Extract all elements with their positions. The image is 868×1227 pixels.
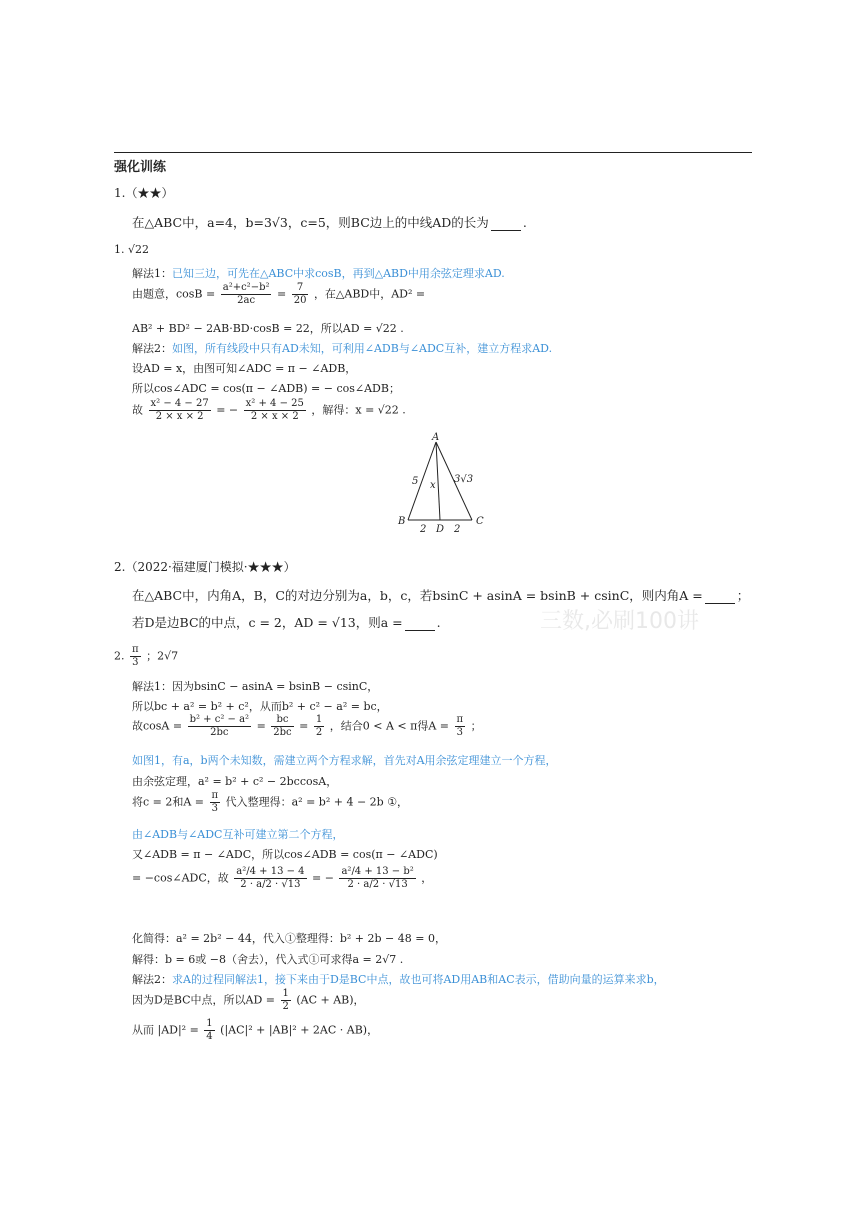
q1-sol1-line1 [132,265,505,281]
q1-sol1-line3: AB² + BD² − 2AB·BD·cosB = 22，所以AD = √22 . [132,322,404,335]
q2-text1-body: 在△ABC中，内角A，B，C的对边分别为a，b，c，若bsinC + asinA = bsinB + csinC，则内角A = [132,588,703,603]
q2-hint2: 由∠ADB与∠ADC互补可建立第二个方程， [132,828,344,841]
q1-sol2-hint: 如图，所有线段中只有AD未知，可利用∠ADB与∠ADC互补，建立方程求AD. [172,342,553,355]
q2-l7-frac1 [234,866,306,891]
q2-sol2-label: 解法2： [132,973,172,986]
frac-num: 1 [282,988,289,999]
label-a: A [432,432,440,443]
frac-den: 2bc [210,727,229,738]
q2-sol2-line1 [132,971,665,987]
q2-l11-frac [204,1018,214,1043]
q2-line2: 所以bc + a² = b² + c²，从而b² + c² − a² = bc， [132,700,388,713]
q2-hint1: 如图1，有a，b两个未知数，需建立两个方程求解，首先对A用余弦定理建立一个方程， [132,754,557,767]
frac-den: 3 [132,657,139,668]
q1-sol2-line2: 设AD = x，由图可知∠ADC = π − ∠ADB， [132,362,357,375]
q2-line5 [132,790,408,815]
frac-num: π [211,790,219,801]
q1-sol1-line2 [132,282,425,307]
label-c: C [476,516,484,527]
q2-text2-body: 若D是边BC的中点，c = 2，AD = √13，则a = [132,615,403,630]
frac-num: π [456,714,464,725]
section-title: 强化训练 [114,160,167,175]
q1-sol1-frac1 [221,282,272,307]
q1-sol1-hint: 已知三边，可先在△ABC中求cosB，再到△ABD中用余弦定理求AD. [172,267,505,280]
q1-number: 1.（★★） [114,186,174,200]
q2-l7a: = −cos∠ADC，故 [132,871,229,885]
median-ad [436,442,440,520]
q2-answer [114,644,178,669]
q2-l5a: 将c = 2和A = [132,795,205,809]
q2-l7-eq: = − [312,871,334,885]
q2-line9: 解得：b = 6或 −8（舍去），代入式①可求得a = 2√7 . [132,953,404,966]
frac-den: 2bc [273,727,292,738]
q1-sol2-label: 解法2： [132,342,172,355]
q2-sol2-hint: 求A的过程同解法1，接下来由于D是BC中点，故也可将AD用AB和AC表示，借助向量的运算来求b， [172,973,665,986]
triangle-figure [390,428,500,536]
q2-line4: 由余弦定理，a² = b² + c² − 2bccosA， [132,775,338,788]
q1-sol2-line1 [132,340,552,356]
q1-sol2-frac2 [244,398,306,423]
frac-num: bc [271,714,293,727]
frac-num: a²+c²−b² [222,282,270,293]
watermark: 三数,必刷100讲 [540,609,699,634]
q2-line1: 解法1：因为bsinC − asinA = bsinB − csinC， [132,680,379,693]
q2-l10b: (AC + AB)， [296,993,365,1007]
q2-l11b: (|AC|² + |AB|² + 2AC · AB)， [220,1023,379,1037]
q2-l10a: 因为D是BC中点，所以AD = [132,993,275,1007]
frac-num: b² + c² − a² [189,714,250,725]
frac-den: 20 [293,295,307,306]
label-bd: 2 [420,524,427,535]
q2-text1 [132,586,749,604]
frac-den: 3 [456,727,463,738]
q2-line7 [132,866,432,891]
q2-l5-frac [210,790,221,815]
q1-sol2-l4a: 故 [132,403,143,417]
q1-sol2-line3: 所以cos∠ADC = cos(π − ∠ADB) = − cos∠ADB； [132,382,400,395]
label-dc: 2 [454,524,461,535]
q2-l3-eq1: = [256,719,266,733]
frac-num: 7 [292,282,309,295]
q2-text2-end: . [436,615,441,630]
frac-den: 2 · a/2 · √13 [347,879,408,890]
q1-sol1-eq: = [276,287,287,301]
q1-text-body: 在△ABC中，a=4，b=3√3，c=5，则BC边上的中线AD的长为 [132,215,489,230]
q2-l3b: ，结合0 < A < π得A = [329,719,449,733]
q2-line8: 化简得：a² = 2b² − 44，代入①整理得：b² + 2b − 48 = 0， [132,932,446,945]
q2-line11 [132,1018,378,1043]
q2-l3c: ； [470,719,482,733]
q1-sol1-l2b: ，在△ABD中，AD² = [313,287,426,301]
frac-num: 1 [315,714,323,725]
q2-l3-frac2 [271,714,293,739]
q1-blank[interactable] [491,218,521,231]
q2-text1-end: ； [736,588,750,603]
q1-sol2-frac1 [149,398,211,423]
q1-sol1-label: 解法1： [132,267,172,280]
q1-sol1-l2a: 由题意，cosB = [132,287,216,301]
label-side-ac: 3√3 [454,474,474,485]
q1-text: 在△ABC中，a=4，b=3√3，c=5，则BC边上的中线AD的长为 . [132,215,527,230]
q1-answer: 1. √22 [114,243,149,256]
q2-l3-frac4 [455,714,466,739]
label-side-ab: 5 [412,476,419,487]
frac-num: x² − 4 − 27 [150,398,209,409]
q2-l10-frac [281,988,291,1013]
q2-l7-frac2 [339,866,415,891]
q2-answer-frac [130,644,141,669]
frac-num: a²/4 + 13 − 4 [236,866,305,877]
frac-den: 4 [206,1031,213,1042]
q2-l3-frac1 [188,714,251,739]
label-d: D [436,524,445,535]
frac-num: π [132,644,139,655]
q2-text2 [132,613,441,631]
q2-number: 2.（2022·福建厦门模拟·★★★） [114,560,296,574]
q2-line6: 又∠ADB = π − ∠ADC，所以cos∠ADB = cos(π − ∠ADC) [132,848,438,861]
header-rule [114,152,752,153]
frac-den: 2 · a/2 · √13 [240,879,301,890]
frac-den: 2 × x × 2 [250,411,299,422]
q1-sol2-eq: = − [216,403,239,417]
q2-blank-2[interactable] [405,618,435,631]
q2-blank-1[interactable] [705,591,735,604]
q2-l5b: 代入整理得：a² = b² + 4 − 2b ①， [225,795,409,809]
frac-den: 2 [315,727,323,738]
label-b: B [398,516,406,527]
q2-l3-frac3 [314,714,324,739]
q2-answer-rest: ；2√7 [146,649,179,663]
q1-sol1-frac2 [292,282,309,307]
q2-line10 [132,988,365,1013]
q2-line3 [132,714,482,739]
frac-den: 2ac [237,295,256,306]
frac-den: 3 [211,803,218,814]
q2-l11a: 从而 |AD|² = [132,1023,199,1037]
q1-sol2-line4 [132,398,406,423]
q2-l7b: ， [421,871,433,885]
label-x: x [430,480,436,491]
frac-num: 1 [206,1018,213,1029]
q2-answer-num: 2. [114,649,125,663]
frac-num: a²/4 + 13 − b² [341,866,414,877]
frac-den: 2 [282,1001,289,1012]
frac-den: 2 × x × 2 [155,411,204,422]
q1-sol2-l4b: ，解得：x = √22 . [311,403,406,417]
q2-l3a: 故cosA = [132,719,183,733]
frac-num: x² + 4 − 25 [245,398,304,409]
q2-l3-eq2: = [299,719,309,733]
